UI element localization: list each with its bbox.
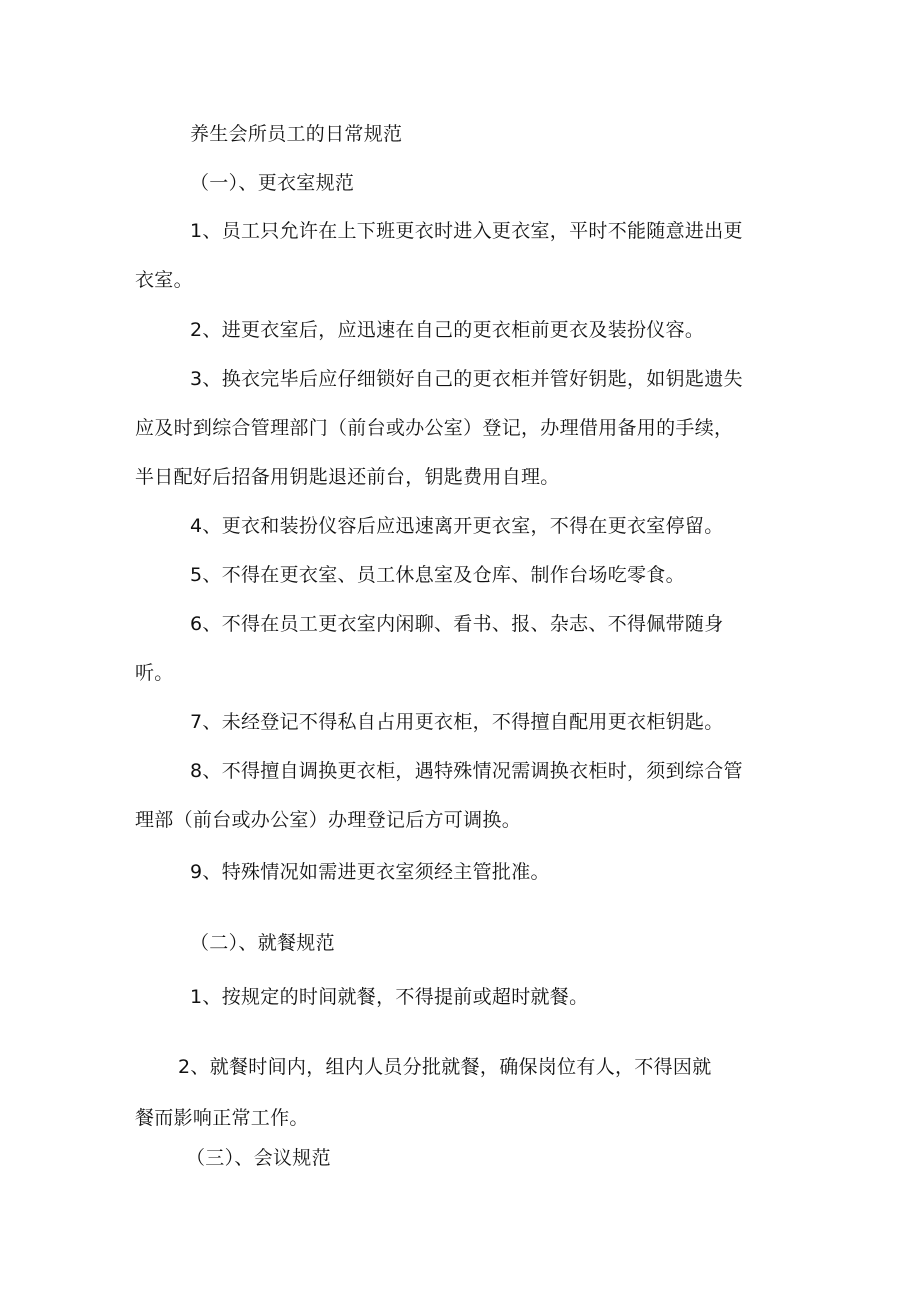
section-heading-changing-room: （一）、更衣室规范 xyxy=(190,172,355,194)
dining-rule-1-line-1: 1、按规定的时间就餐，不得提前或超时就餐。 xyxy=(190,986,589,1008)
rule-4-line-1: 4、更衣和装扮仪容后应迅速离开更衣室，不得在更衣室停留。 xyxy=(190,515,724,537)
document-title: 养生会所员工的日常规范 xyxy=(190,123,403,145)
rule-7-line-1: 7、未经登记不得私自占用更衣柜，不得擅自配用更衣柜钥匙。 xyxy=(190,711,724,733)
rule-1-line-1: 1、员工只允许在上下班更衣时进入更衣室，平时不能随意进出更 xyxy=(190,220,743,242)
section-heading-meeting: （三）、会议规范 xyxy=(186,1147,331,1169)
rule-8-line-2: 理部（前台或办公室）办理登记后方可调换。 xyxy=(135,809,522,831)
rule-6-line-2: 听。 xyxy=(135,662,174,684)
rule-3-line-2: 应及时到综合管理部门（前台或办公室）登记，办理借用备用的手续， xyxy=(135,417,734,439)
section-heading-dining: （二）、就餐规范 xyxy=(190,932,335,954)
rule-2-line-1: 2、进更衣室后，应迅速在自己的更衣柜前更衣及装扮仪容。 xyxy=(190,319,705,341)
rule-8-line-1: 8、不得擅自调换更衣柜，遇特殊情况需调换衣柜时，须到综合管 xyxy=(190,760,743,782)
dining-rule-2-line-1: 2、就餐时间内，组内人员分批就餐，确保岗位有人，不得因就 xyxy=(178,1056,712,1078)
dining-rule-2-line-2: 餐而影响正常工作。 xyxy=(135,1107,309,1129)
rule-1-line-2: 衣室。 xyxy=(135,269,193,291)
rule-3-line-1: 3、换衣完毕后应仔细锁好自己的更衣柜并管好钥匙，如钥匙遗失 xyxy=(190,368,743,390)
rule-9-line-1: 9、特殊情况如需进更衣室须经主管批准。 xyxy=(190,861,550,883)
rule-3-line-3: 半日配好后招备用钥匙退还前台，钥匙费用自理。 xyxy=(135,466,560,488)
rule-6-line-1: 6、不得在员工更衣室内闲聊、看书、报、杂志、不得佩带随身 xyxy=(190,613,724,635)
rule-5-line-1: 5、不得在更衣室、员工休息室及仓库、制作台场吃零食。 xyxy=(190,564,685,586)
